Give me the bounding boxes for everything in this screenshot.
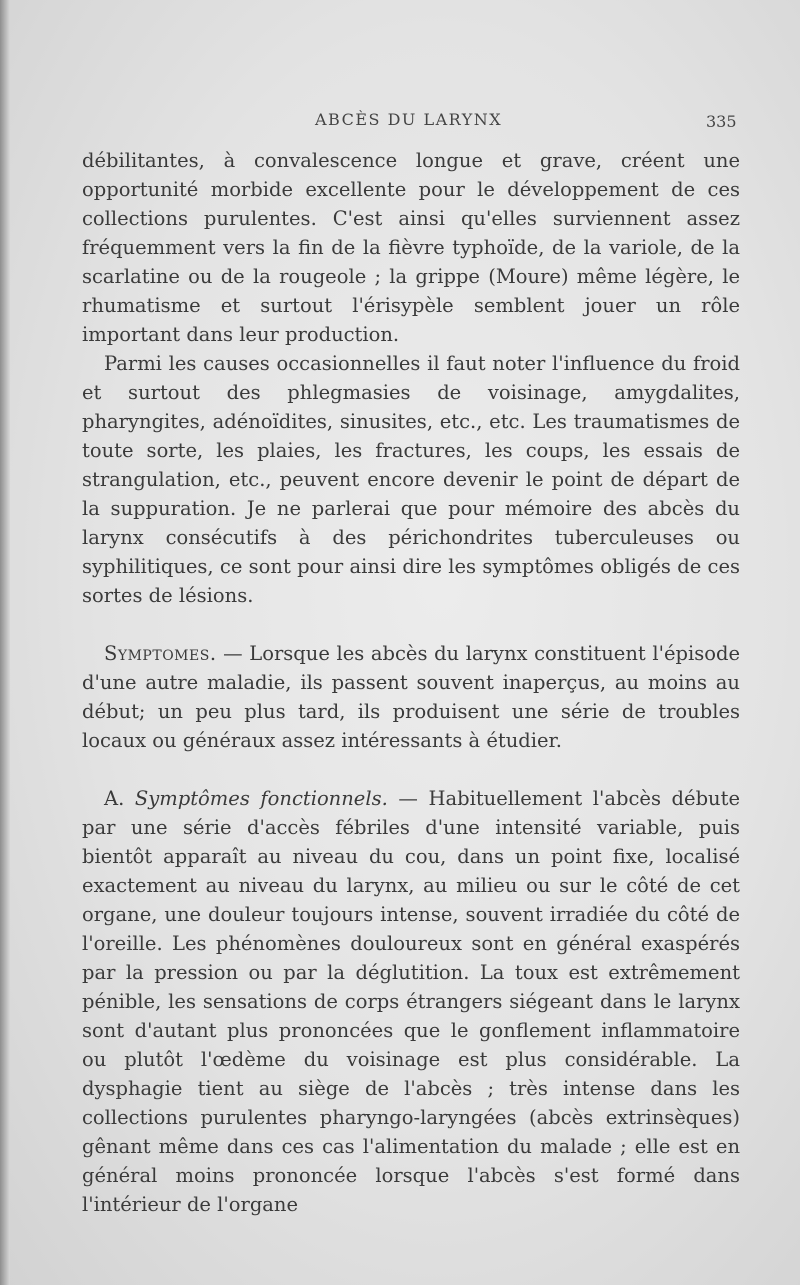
paragraph-1: débilitantes, à convalescence longue et grave, créent une opportunité morbide excellente pour le développement de ces collections purulentes. C'est ainsi qu'elles surviennent assez fréquemment vers la fin de la fièvre typhoïde, de la variole, de la scarlatine ou de la rougeole ; la grippe (Moure) même légère, le rhumatisme et surtout l'érisypèle semblent jouer un rôle important dans leur production. bbox=[82, 149, 740, 346]
page-header bbox=[0, 110, 800, 140]
paragraph-symptomes bbox=[82, 639, 740, 755]
section-heading-symptomes: Symptomes. bbox=[104, 642, 217, 665]
paragraph-fonctionnels-text: — Habituellement l'abcès débute par une série d'accès fébriles d'une intensité variable, puis bientôt apparaît au niveau du cou, dans un point fixe, localisé exactement au niveau du larynx, au milieu ou sur le côté de cet organe, une douleur toujours intense, souvent irradiée du côté de l'oreille. Les phénomènes douloureux sont en général exaspérés par la pression ou par la déglutition. La toux est extrêmement pénible, les sensations de corps étrangers siégeant dans le larynx sont d'autant plus prononcées que le gonflement inflammatoire ou plutôt l'œdème du voisinage est plus considérable. La dysphagie tient au siège de l'abcès ; très intense dans les collections purulentes pharyngo-laryngées (abcès extrinsèques) gênant même dans ces cas l'alimentation du malade ; elle est en général moins prononcée lorsque l'abcès s'est formé dans l'intérieur de l'organe bbox=[82, 787, 740, 1216]
body-text bbox=[82, 146, 740, 1219]
paragraph-symptomes-fonctionnels bbox=[82, 784, 740, 1219]
page-number: 335 bbox=[706, 112, 737, 131]
page-binding-shadow bbox=[0, 0, 10, 1285]
running-title: ABCÈS DU LARYNX bbox=[315, 110, 503, 129]
paragraph-2: Parmi les causes occasionnelles il faut noter l'influence du froid et surtout des phlegmasies de voisinage, amygdalites, pharyngites, adénoïdites, sinusites, etc., etc. Les traumatismes de toute sorte, les plaies, les fractures, les coups, les essais de strangulation, etc., peuvent encore devenir le point de départ de la suppuration. Je ne parlerai que pour mémoire des abcès du larynx consécutifs à des périchondrites tuberculeuses ou syphilitiques, ce sont pour ainsi dire les symptômes obligés de ces sortes de lésions. bbox=[82, 352, 740, 607]
subsection-prefix: A. bbox=[104, 787, 135, 810]
paragraph-symptomes-text: — Lorsque les abcès du larynx constituent l'épisode d'une autre maladie, ils passent souvent inaperçus, au moins au début; un peu plus tard, ils produisent une série de troubles locaux ou généraux assez intéressants à étudier. bbox=[82, 642, 740, 752]
subsection-heading: Symptômes fonctionnels. bbox=[134, 787, 388, 810]
